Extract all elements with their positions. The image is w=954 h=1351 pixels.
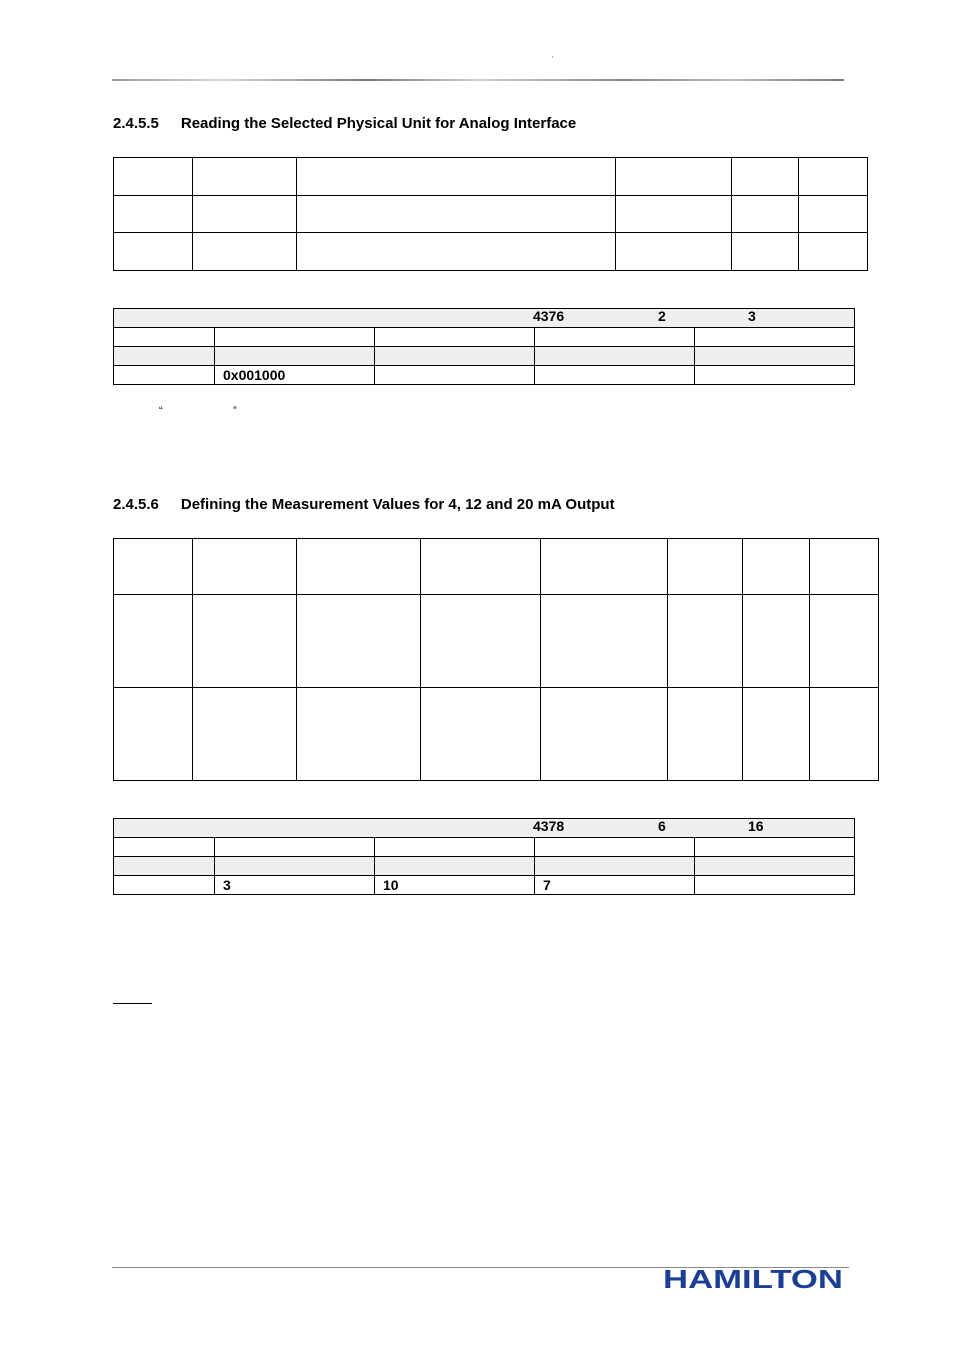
logo-text: HAMILTON (663, 1264, 843, 1294)
register-value-cell: 3 (215, 876, 375, 895)
command-table-2 (113, 538, 879, 781)
register-count: 6 (658, 818, 666, 834)
table-row (114, 876, 855, 895)
register-table-1 (113, 308, 855, 385)
quote-open: “ (159, 405, 163, 417)
register-value-cell: 7 (535, 876, 695, 895)
table-row (114, 688, 879, 781)
table-row (114, 366, 855, 385)
register-function: 3 (748, 308, 756, 324)
header-rule (112, 79, 844, 81)
register-table-2 (113, 818, 855, 895)
quote-close: ” (233, 405, 237, 417)
table-row (114, 838, 855, 857)
section-number: 2.4.5.6 (113, 496, 159, 513)
section-title: Reading the Selected Physical Unit for Analog Interface (180, 115, 577, 132)
register-address: 4378 (533, 818, 565, 834)
section-heading-2-4-5-5 (113, 115, 576, 132)
note-underline (113, 1003, 152, 1004)
table-row (114, 595, 879, 688)
hamilton-logo (662, 1264, 844, 1294)
table-row (114, 196, 868, 233)
section-title: Defining the Measurement Values for 4, 12 and 20 mA Output (180, 496, 615, 513)
table-row (114, 347, 855, 366)
register-header-row (114, 819, 855, 838)
section-number: 2.4.5.5 (113, 115, 159, 132)
table-row (114, 857, 855, 876)
register-value-cell: 0x001000 (215, 366, 375, 385)
header-mark: ’ (552, 56, 554, 63)
register-value-cell: 10 (375, 876, 535, 895)
register-address: 4376 (533, 308, 565, 324)
register-function: 16 (748, 818, 764, 834)
command-table-1 (113, 157, 868, 271)
register-header-row (114, 309, 855, 328)
section-heading-2-4-5-6 (113, 496, 615, 513)
table-row (114, 328, 855, 347)
table-row (114, 539, 879, 595)
table-row (114, 233, 868, 271)
register-count: 2 (658, 308, 666, 324)
table-row (114, 158, 868, 196)
